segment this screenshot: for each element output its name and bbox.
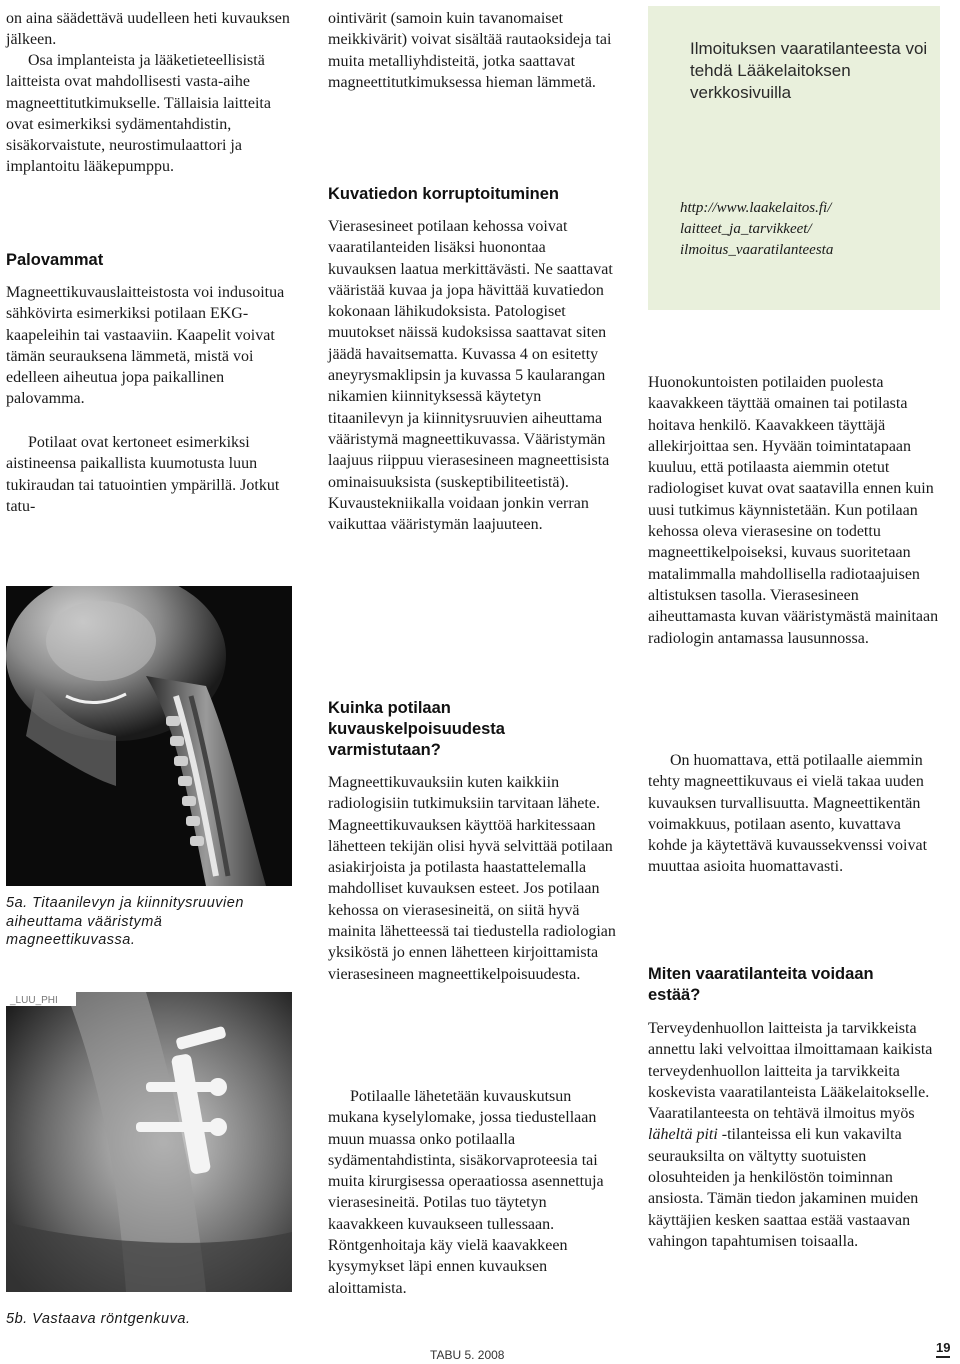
reporting-emphasis: läheltä piti xyxy=(648,1126,718,1144)
paragraph-previous-scan: On huomattava, että potilaalle aiemmin tehty magneettikuvaus ei vielä takaa uuden kuvauksen turvallisuutta. Magneettikentän voimakkuus, potilaan asento, kuvattava kohde ja käytettävä kuvaussekvenssi voivat muuttaa asioita huomattavasti. xyxy=(648,752,928,876)
info-box-url[interactable]: http://www.laakelaitos.fi/ laitteet_ja_tarvikkeet/ ilmoitus_vaaratilanteesta xyxy=(680,200,834,258)
paragraph-referral: Magneettikuvauksiin kuten kaikkiin radiologisiin tutkimuksiin tarvitaan lähete. Magneettikuvauksen käyttöä harkitessaan lähetteen tekijän olisi hyvä selvittää potilaan asiakirjoista ja potilasta haastattelemalla mahdolliset kuvauksen esteet. Jos potilaan kehossa on vierasesineitä, on siitä hyvä mainita lähetteessä tai tiedustella radiologian yksiköstä jo ennen lähetteen kirjoittamista vierasesineen magneettikelpoisuudesta. xyxy=(328,774,616,983)
paragraph-reporting xyxy=(648,1018,940,1252)
mri-spine-picture xyxy=(6,586,292,886)
paragraph-questionnaire-filler: Huonokuntoisten potilaiden puolesta kaavakkeen täyttää omainen tai potilasta hoitava henkilö. Kaavakkeen täyttäjä allekirjoittaa sen. Hyvään toimintatapaan kuuluu, että potilaasta aiemmin otetut radiologiset kuvat ovat saatavilla ennen kuin uusi tutkimus käynnistetään. Kun potilaan kehossa oleva vierasesine on todettu magneettikelpoiseksi, kuvaus suoritetaan matalimmalla mahdollisella radiotaajuisen altistuksen tasolla. Vierasesineen aiheuttamasta kuvan vääristymästä mainitaan radiologin antamassa lausunnossa. xyxy=(648,374,939,647)
paragraph-corruption: Vierasesineet potilaan kehossa voivat vaaratilanteiden lisäksi huonontaa kuvauksen laatua merkittävästi. Ne saattavat vääristää kuvaa ja jopa hävittää kuvatiedon kokonaan lähikudoksista. Patologiset muutokset näissä kudoksissa saattavat siten jäädä havaitsematta. Kuvassa 4 on esitetty aneyrysmaklipsin ja kuvassa 5 kaularangan nikamien kiinnityksessä käytetyn titaanilevyn ja kiinnitysruuvien aiheuttama vääristymä magneettikuvassa. Vääristymän laajuus riippuu vierasesineen magneettisista ominaisuuksista (suskeptibiliteetistä). Kuvaustekniikalla voidaan jonkin verran vaikuttaa vääristymän laajuuteen. xyxy=(328,218,613,534)
paragraph-burns-1: Magneettikuvauslaitteistosta voi indusoitua sähkövirta esimerkiksi potilaan EKG-kaapeleihin tai vastaaviin. Kaapelit voivat tämän seurauksena lämmetä, mistä voi edelleen aiheutua jopa paikallinen palovamma. xyxy=(6,284,285,408)
caption-5a: 5a. Titaanilevyn ja kiinnitysruuvien aiheuttama vääristymä magneettikuvassa. xyxy=(6,895,244,948)
heading-kuvauskelpoisuus: Kuinka potilaan kuvauskelpoisuudesta varmistutaan? xyxy=(328,699,505,759)
mri-image xyxy=(6,586,292,886)
paragraph-intro-end: on aina säädettävä uudelleen heti kuvauksen jälkeen. xyxy=(6,10,290,49)
page-number: 19 xyxy=(936,1340,950,1358)
reporting-text-b: -tilanteissa eli kun vakavilta seurauksilta on vältytty suotuisten olosuhteiden ja henkilöstön toiminnan ansiosta. Tämän tiedon jakaminen muiden käyttäjien kesken saattaa estää vastaavan vahingon tapahtumisen toisaalla. xyxy=(648,1126,919,1250)
heading-palovammat: Palovammat xyxy=(6,251,104,269)
heading-kuvatiedon-korruptoituminen: Kuvatiedon korruptoituminen xyxy=(328,185,559,203)
info-box xyxy=(648,6,940,310)
paragraph-burns-2: Potilaat ovat kertoneet esimerkiksi aistineensa paikallista kuumotusta luun tukiraudan tai tatuointien ympärillä. Jotkut tatu- xyxy=(6,434,280,515)
paragraph-tattoo-cont: ointivärit (samoin kuin tavanomaiset meikkivärit) voivat sisältää rautaoksideja tai muita metalliyhdisteitä, jotka saattavat magneettitutkimuksessa hieman lämmetä. xyxy=(328,10,612,91)
info-box-title: Ilmoituksen vaaratilanteesta voi tehdä Lääkelaitoksen verkkosivuilla xyxy=(690,39,928,102)
xray-neck-picture xyxy=(6,992,292,1292)
paragraph-questionnaire: Potilaalle lähetetään kuvauskutsun mukana kyselylomake, jossa tiedustellaan muun muassa onko potilaalla sydämentahdistinta, sisäkorvaproteesia tai muita kirurgisessa operaatiossa asennettuja vierasesineitä. Potilas tuo täytetyn kaavakkeen kuvaukseen tullessaan. Röntgenhoitaja käy vielä kaavakkeen kysymykset läpi ennen kuvauksen aloittamista. xyxy=(328,1088,604,1297)
footer-publication: TABU 5. 2008 xyxy=(430,1348,505,1362)
paragraph-implants: Osa implanteista ja lääketieteellisistä laitteista ovat mahdollisesti vasta-aihe magneettitutkimukselle. Tällaisia laitteita ovat esimerkiksi sydämentahdistin, sisäkorvaistute, neurostimulaattori ja implantoitu lääkepumppu. xyxy=(6,52,271,176)
reporting-text-a: Terveydenhuollon laitteista ja tarvikkeista annettu laki velvoittaa ilmoittamaan kaikista terveydenhuollon laitteita ja tarvikkeita koskevista vaaratilanteista Lääkelaitokselle. Vaaratilanteesta on tehtävä ilmoitus myös xyxy=(648,1020,933,1123)
heading-miten-estaa: Miten vaaratilanteita voidaan estää? xyxy=(648,965,874,1004)
xray-image xyxy=(6,992,292,1292)
caption-5b: 5b. Vastaava röntgenkuva. xyxy=(6,1311,191,1327)
xray-label: _LUU_PHI xyxy=(10,995,58,1006)
